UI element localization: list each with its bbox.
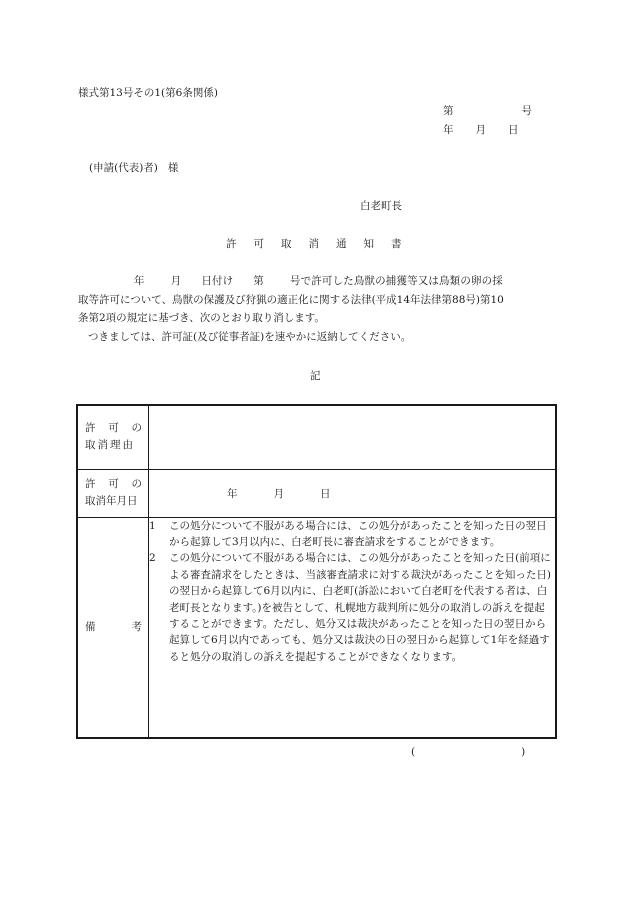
note-item bbox=[149, 550, 555, 665]
document-number bbox=[443, 104, 532, 118]
document-title bbox=[226, 237, 402, 251]
ki-heading: 記 bbox=[310, 370, 321, 382]
issuer-name: 白老町長 bbox=[360, 200, 402, 212]
date-label-line-2: 取消年月日 bbox=[85, 495, 138, 507]
record-table bbox=[76, 404, 557, 739]
reason-label-line-1 bbox=[85, 420, 142, 437]
applicant-honorific: 様 bbox=[167, 162, 179, 174]
note-number: 2 bbox=[149, 552, 156, 565]
body-line-2: 取等許可について、鳥獣の保護及び狩猟の適正化に関する法律(平成14年法律第88号)第10 bbox=[78, 293, 504, 306]
applicant-line bbox=[89, 161, 178, 175]
document-number-suffix: 号 bbox=[521, 105, 532, 117]
label-char: 備 bbox=[85, 620, 96, 633]
notes-cell bbox=[149, 517, 557, 738]
body-month: 月 bbox=[170, 275, 182, 287]
title-char: 消 bbox=[308, 238, 319, 250]
body-year: 年 bbox=[134, 275, 145, 287]
date-label-line-1 bbox=[85, 476, 142, 493]
document-date-year: 年 bbox=[443, 124, 454, 136]
title-char: 取 bbox=[281, 238, 292, 250]
body-no-prefix: 第 bbox=[253, 275, 264, 287]
footer-close-paren: ) bbox=[521, 746, 526, 758]
label-char: 許 bbox=[85, 422, 96, 435]
notes-label-line bbox=[85, 619, 142, 636]
body-line-4: つきましては、許可証(及び従事者証)を速やかに返納してください。 bbox=[88, 330, 412, 343]
date-label bbox=[78, 476, 148, 510]
date-value-cell[interactable] bbox=[149, 469, 557, 517]
notes-label-cell bbox=[77, 517, 149, 738]
body-day-suffix: 日付け bbox=[201, 275, 234, 287]
document-date-month: 月 bbox=[475, 124, 486, 136]
body-line-3: 条第2項の規定に基づき、次のとおり取り消します。 bbox=[78, 312, 325, 324]
reason-value-cell[interactable] bbox=[149, 405, 557, 469]
date-year: 年 bbox=[227, 487, 238, 500]
body-paragraph bbox=[78, 272, 554, 346]
table-row bbox=[77, 517, 556, 738]
date-month: 月 bbox=[273, 487, 284, 500]
footer-open-paren: ( bbox=[411, 746, 416, 758]
title-char: 可 bbox=[253, 238, 264, 250]
reason-label-cell bbox=[77, 405, 149, 469]
document-number-prefix: 第 bbox=[443, 105, 454, 117]
title-char: 書 bbox=[391, 238, 402, 250]
title-char: 許 bbox=[226, 238, 237, 250]
note-text: この処分について不服がある場合には、この処分があったことを知った日(前項による審査請求をしたときは、当該審査請求に対する裁決があったことを知った日)の翌日から起算して6月以内に、白老町(訴訟において白老町を代表する者は、白老町長となります。)を被告として、札幌地方裁判所に処分の取消しの訴えを提起することができます。ただし、処分又は裁決があったことを知った日の翌日から起算して6月以内であっても、処分又は裁決の日の翌日から起算して1年を経過すると処分の取消しの訴えを提起することができなくなります。 bbox=[169, 552, 551, 663]
document-date bbox=[443, 123, 519, 137]
document-date-day: 日 bbox=[508, 124, 519, 136]
label-char: 許 bbox=[85, 478, 96, 490]
date-value bbox=[149, 486, 555, 501]
label-char: の bbox=[131, 478, 142, 490]
applicant-label: (申請(代表)者) bbox=[89, 162, 158, 174]
title-char: 通 bbox=[336, 238, 347, 250]
label-char: の bbox=[131, 422, 142, 435]
label-char: 考 bbox=[131, 620, 142, 633]
reason-label-line-2: 取消理由 bbox=[85, 439, 135, 452]
table-row bbox=[77, 405, 556, 469]
note-number: 1 bbox=[149, 519, 156, 532]
label-char: 可 bbox=[108, 478, 119, 490]
note-item bbox=[149, 518, 555, 551]
table-row bbox=[77, 469, 556, 517]
date-day: 日 bbox=[320, 487, 331, 500]
reason-label bbox=[78, 420, 148, 454]
footer-parentheses bbox=[411, 745, 525, 759]
label-char: 可 bbox=[108, 422, 119, 435]
notes-label bbox=[78, 619, 148, 636]
body-line-1-rest: 号で許可した鳥獣の捕獲等又は鳥類の卵の採 bbox=[289, 275, 503, 287]
title-char: 知 bbox=[363, 238, 374, 250]
form-label: 様式第13号その1(第6条関係) bbox=[78, 87, 218, 99]
date-label-cell bbox=[77, 469, 149, 517]
note-text: この処分について不服がある場合には、この処分があったことを知った日の翌日から起算して3月以内に、白老町長に審査請求をすることができます。 bbox=[169, 519, 547, 548]
body-line-1 bbox=[78, 272, 554, 291]
